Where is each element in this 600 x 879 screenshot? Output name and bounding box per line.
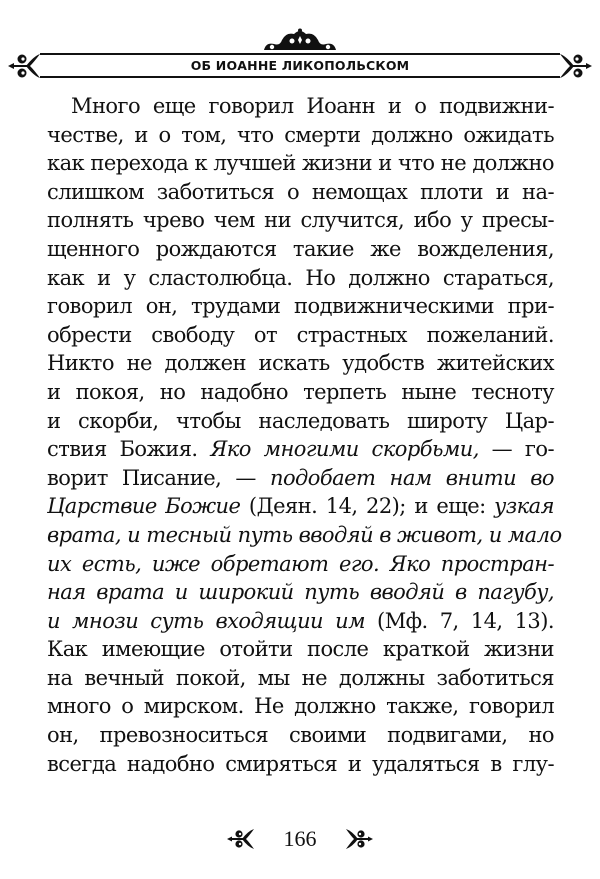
text-run: ворит Писание, —: [47, 465, 270, 490]
citation: (Мф. 7, 14, 13).: [364, 608, 554, 633]
header-rule-bottom: [40, 76, 560, 78]
text-line: Как имеющие отойти после краткой жизни: [47, 637, 554, 662]
text-line: и скорби, чтобы наследовать широту Цар-: [47, 408, 554, 433]
scripture-quote-line: ная врата и широкий путь вводяй в пагубу,: [47, 580, 554, 605]
text-line: [47, 492, 554, 521]
running-title: ОБ ИОАННЕ ЛИКОПОЛЬСКОМ: [190, 58, 410, 73]
scripture-quote: Царствие Божие: [47, 494, 241, 519]
text-line: Никто не должен искать удобств житейских: [47, 351, 554, 376]
running-header: [0, 28, 600, 90]
citation: (Деян. 14, 22); и еще:: [240, 494, 495, 519]
text-line: как и у сластолюбца. Но должно стараться,: [47, 265, 554, 290]
text-line: он, превозноситься своими подвигами, но: [47, 723, 554, 748]
scripture-quote-line: их есть, иже обретают его. Яко простран-: [47, 551, 554, 576]
text-line: честве, и о том, что смерти должно ожидать: [47, 122, 554, 147]
text-line: щенного рождаются такие же вожделения,: [47, 236, 554, 261]
text-line: полнять чрево чем ни случится, ибо у пресы-: [47, 208, 554, 233]
text-line: говорил он, трудами подвижническими при-: [47, 294, 554, 319]
text-run: — го-: [478, 437, 554, 462]
fleuron-left-icon: [226, 828, 256, 850]
text-line: как перехода к лучшей жизни и что не должно: [47, 151, 554, 176]
page-number: 166: [283, 826, 317, 851]
text-line: [47, 435, 554, 464]
page-body: [47, 92, 562, 778]
text-line: слишком заботиться о немощах плоти и на-: [47, 179, 554, 204]
page-footer: [0, 822, 600, 856]
text-line: обрести свободу от страстных пожеланий.: [47, 322, 554, 347]
text-line: много о мирском. Не должно также, говорил: [47, 694, 554, 719]
crest-ornament-icon: [262, 28, 338, 52]
scripture-quote: и мнози суть входящии им: [47, 608, 365, 633]
scripture-quote: подобает нам внити во: [269, 465, 554, 490]
text-line: всегда надобно смиряться и удаляться в глу-: [47, 751, 554, 776]
scripture-quote: узкая: [494, 494, 554, 519]
text-line: Много еще говорил Иоанн и о подвижни-: [71, 94, 554, 118]
text-line: [47, 464, 554, 493]
text-line: и покоя, но надобно терпеть ныне тесноту: [47, 379, 554, 404]
scripture-quote: Яко многими скорбьми,: [210, 437, 479, 462]
scripture-quote-line: врата, и тесный путь вводяй в живот, и мало: [47, 522, 562, 547]
header-rule-top: [40, 53, 560, 55]
text-run: ствия Божия.: [47, 437, 211, 462]
text-line: на вечный покой, мы не должны заботиться: [47, 665, 554, 690]
text-line: [47, 607, 554, 636]
fleuron-right-icon: [344, 828, 374, 850]
